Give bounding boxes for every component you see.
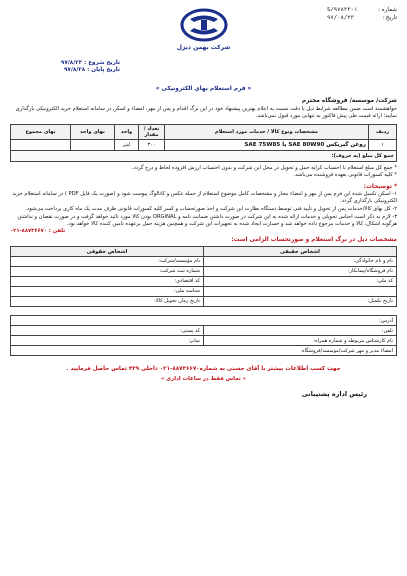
items-table-header bbox=[11, 125, 397, 140]
doc-date-label: تاریخ : bbox=[382, 15, 397, 21]
real-field[interactable]: کد ملی: bbox=[204, 277, 397, 287]
legal-field[interactable]: شناسه ملی: bbox=[11, 287, 204, 297]
start-date-value: ۹۷/۸/۲۳ bbox=[60, 60, 83, 66]
phone-line-row bbox=[10, 228, 397, 235]
cell-qty: ۳۰۰ bbox=[139, 140, 165, 151]
table-row bbox=[11, 140, 397, 151]
doc-date-row bbox=[327, 14, 397, 22]
note-item: * جمع کل مبلغ استعلام با احتساب کرایه حمل و تحویل در محل این شرکت و بدون احتساب ارزش افزوده لحاظ و درج گردد. bbox=[131, 165, 397, 172]
col-total: بهای مجموع bbox=[11, 125, 71, 140]
items-table bbox=[10, 124, 397, 162]
start-date-row bbox=[10, 60, 120, 67]
table-row bbox=[11, 297, 397, 307]
signature-table bbox=[10, 246, 397, 307]
list-item: ۲- کل بهای کالا/خدمات پس از تحویل و تأیید فنی توسط دستگاه نظارت این شرکت و اخذ صورتحساب و کسر کلیه کسورات قانونی ظرف مدت یک ماه کاری پرداخت می‌شود. bbox=[25, 206, 397, 213]
explanations-list bbox=[10, 191, 397, 228]
real-field[interactable] bbox=[204, 287, 397, 297]
legal-field[interactable]: تاریخ زمان تحویل کالا: bbox=[11, 297, 204, 307]
note-item: * کلیه کسورات قانونی بعهده فروشنده می‌باشد. bbox=[293, 172, 397, 179]
phone-line: ۰۲۱-۸۸۷۳۶۶۷۰ : تلفن bbox=[10, 228, 66, 235]
col-spec: مشخصات ونوع کالا / خدمات مورد استعلام bbox=[165, 125, 369, 140]
support-manager-title: رئیس اداره پشتیبانی bbox=[301, 390, 367, 399]
table-row bbox=[11, 277, 397, 287]
cell-total[interactable] bbox=[11, 140, 71, 151]
office-hours-note: « تماس فقط در ساعات اداری » bbox=[160, 376, 247, 383]
footer bbox=[10, 390, 397, 398]
col-row: ردیف bbox=[369, 125, 397, 140]
end-date-row bbox=[10, 67, 120, 74]
table-row bbox=[11, 336, 397, 346]
col-unit: واحد bbox=[115, 125, 139, 140]
real-field[interactable]: نام فروشگاه/پیمانکار: bbox=[204, 267, 397, 277]
legal-field[interactable]: نام مؤسسه/شرکت: bbox=[11, 257, 204, 267]
col-unit-price: بهای واحد bbox=[71, 125, 115, 140]
notes-top bbox=[10, 165, 397, 179]
real-person-header: اشخاص حقیقی bbox=[204, 247, 397, 257]
cell-spec: روغن گیربکس SAE 80W90 یا SAE 75W85 bbox=[165, 140, 369, 151]
real-field[interactable]: تاریخ تکمیل: bbox=[204, 297, 397, 307]
legal-person-header: اشخاص حقوقی bbox=[11, 247, 204, 257]
cell-unit: لیتر bbox=[115, 140, 139, 151]
intro-text: خواهشمند است ضمن مطالعه شرایط ذیل با دقت نسبت به اعلام بهترین پیشنهاد خود در این برگ اقدام و پس از مهر، امضاء و اسکن در سامانه استعلام خرید الکترونیکی بارگذاری نمایید؛ ارائه قیمت طی پیش فاکتور به تنهایی مورد قبول نمی‌باشد. bbox=[15, 106, 397, 120]
doc-number-label: شماره : bbox=[378, 7, 397, 13]
address-table bbox=[10, 315, 397, 356]
cell-unit-price[interactable] bbox=[71, 140, 115, 151]
start-date-label: تاریخ شروع : bbox=[84, 60, 120, 66]
end-date-label: تاریخ پایان : bbox=[87, 67, 120, 73]
explanations-title: * توضیحات: bbox=[363, 184, 397, 191]
end-date-value: ۹۷/۸/۲۸ bbox=[64, 67, 86, 73]
bahman-logo-icon bbox=[180, 8, 228, 42]
company-logo bbox=[169, 8, 239, 51]
table-row bbox=[11, 326, 397, 336]
form-title: « فرم استعلام بهای الکترونیکی » bbox=[155, 86, 252, 92]
table-row bbox=[11, 316, 397, 326]
phone-field[interactable]: تلفن: bbox=[204, 326, 397, 336]
list-item: ۳- لازم به ذکر است اجناس تحویلی و خدمات ارائه شده به این شرکت در صورت داشتن ضمانت نامه و ORGINAL بودن کالا مورد تائید خواهد گرفت و در صورت نقصان و نداشتن هرگونه اشکال، کالا و خدمات مرجوع داده خواهد شد و خسارت ایجاد شده به تجهیزات این شرکت و همچنین هزینه حمل برعهده تامین کننده کالا خواهد بود. bbox=[17, 214, 397, 228]
doc-number-value: S/۹۷۸۳۳-۱ bbox=[327, 7, 358, 13]
table-row bbox=[11, 257, 397, 267]
cell-row: ۱ bbox=[369, 140, 397, 151]
table-row bbox=[11, 346, 397, 356]
real-field[interactable]: نام و نام خانوادگی: bbox=[204, 257, 397, 267]
address-field[interactable]: آدرس: bbox=[11, 316, 397, 326]
table-row bbox=[11, 267, 397, 277]
table-row bbox=[11, 287, 397, 297]
list-item: ۱- اسکن تکمیل شده این فرم پس از مهر و امضاء مجاز و مشخصات کامل موضوع استعلام از جمله عکس و کاتالوگ پیوست شود و (صورت یک فایل PDF ) در سامانه استعلام خرید الکترونیکی بارگذاری گردد. bbox=[12, 191, 397, 205]
fax-field[interactable]: نمابر: bbox=[11, 336, 204, 346]
doc-meta bbox=[327, 6, 397, 22]
salutation: شرکت/ موسسه/ فروشگاه محترم bbox=[301, 98, 397, 104]
doc-number-row bbox=[327, 6, 397, 14]
legal-field[interactable]: شماره ثبت شرکت: bbox=[11, 267, 204, 277]
sum-label[interactable]: جمع کل مبلغ (به حروف): bbox=[11, 151, 397, 162]
sum-row bbox=[11, 151, 397, 162]
contact-info: جهت کسب اطلاعات بیشتر با آقای حسنی به شماره۸۸۷۳۶۶۷۰-۰۲۱ داخلی ۴۳۹ تماس حاصل فرمایید . bbox=[66, 366, 341, 373]
header bbox=[10, 6, 397, 84]
agent-field[interactable]: نام کارشناس مربوطه و شماره همراه: bbox=[204, 336, 397, 346]
doc-date-value: ۹۷/۰۸/۲۳ bbox=[327, 15, 354, 21]
col-qty: تعداد / مقدار bbox=[139, 125, 165, 140]
inquiry-dates bbox=[10, 60, 120, 74]
legal-field[interactable]: کد اقتصادی: bbox=[11, 277, 204, 287]
company-name: شرکت بهمن دیزل bbox=[176, 44, 231, 51]
postal-code-field[interactable]: کد پستی: bbox=[11, 326, 204, 336]
stamp-field[interactable]: امضاء مدیر و مهر شرکت/موسسه/فروشگاه bbox=[11, 346, 397, 356]
signature-title: مشخصات ذیل در برگ استعلام و صورتحساب الزامی است: bbox=[231, 237, 397, 244]
signature-header-row bbox=[11, 247, 397, 257]
